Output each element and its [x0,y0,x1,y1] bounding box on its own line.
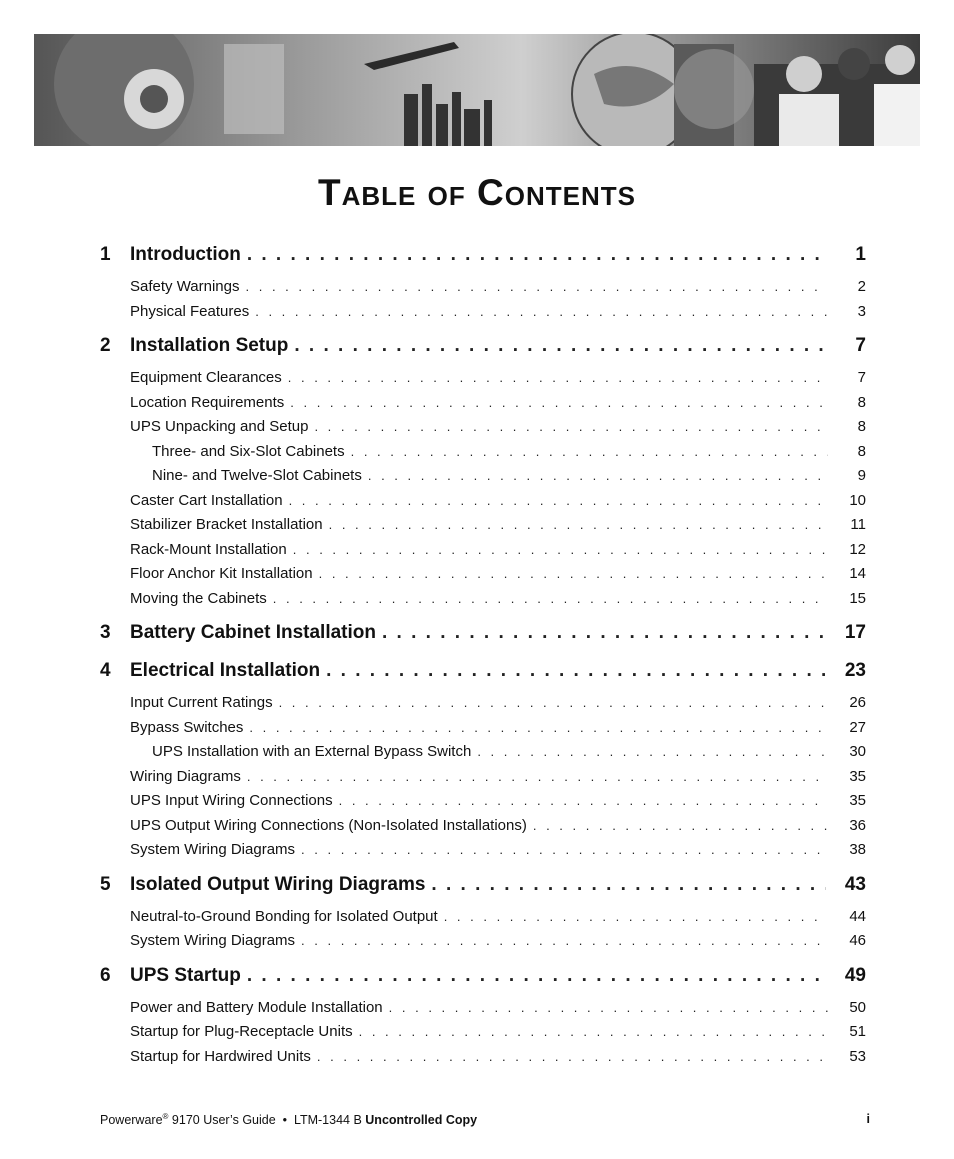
toc-section-entry[interactable] [100,565,866,590]
page-title: Table of Contents [318,172,636,213]
dot-leader [368,468,828,483]
section-page-number: 10 [849,491,866,509]
toc-section-entry[interactable] [100,908,866,933]
toc-chapter-entry[interactable] [100,660,866,690]
dot-leader [273,591,828,606]
chapter-page-number: 1 [855,244,866,265]
page-footer [100,1112,870,1127]
dot-leader [246,279,829,294]
section-page-number: 26 [849,694,866,711]
chapter-page-number: 49 [844,964,866,986]
section-page-number: 15 [849,589,866,607]
section-title: System Wiring Diagrams [130,932,296,949]
dot-leader [293,542,828,557]
dot-leader [247,965,826,987]
section-title: Caster Cart Installation [130,491,283,509]
section-title: Nine- and Twelve-Slot Cabinets [152,467,362,484]
dot-leader [247,769,828,784]
toc-section-entry[interactable] [100,394,866,419]
chapter-page-number: 43 [844,873,866,895]
chapter-title: Isolated Output Wiring Diagrams [130,873,426,895]
section-title: UPS Input Wiring Connections [130,792,333,809]
section-title: Location Requirements [130,393,285,411]
dot-leader [301,933,828,948]
chapter-title: Battery Cabinet Installation [130,622,376,643]
section-title: UPS Installation with an External Bypass Switch [152,743,472,760]
section-title: Wiring Diagrams [130,767,241,785]
toc-section-entry[interactable] [100,492,866,517]
section-page-number: 8 [857,418,866,435]
section-page-number: 44 [849,907,866,925]
section-page-number: 35 [849,792,866,809]
dot-leader [431,874,826,896]
chapter-number: 4 [100,660,111,681]
toc-section-entry[interactable] [100,817,866,842]
section-title: Rack-Mount Installation [130,540,287,558]
dot-leader [317,1049,828,1064]
footer-document-info [100,1112,477,1127]
section-page-number: 7 [857,369,866,386]
section-page-number: 35 [849,767,866,785]
section-page-number: 14 [849,565,866,582]
footer-status: Uncontrolled Copy [365,1113,478,1128]
section-page-number: 51 [849,1023,866,1040]
toc-subsection-entry[interactable] [100,743,866,768]
dot-leader [389,1000,828,1015]
dot-leader [314,419,828,434]
section-page-number: 9 [857,467,866,484]
toc-section-entry[interactable] [100,999,866,1024]
toc-subsection-entry[interactable] [100,467,866,492]
registered-mark: ® [162,1112,169,1121]
section-title: Neutral-to-Ground Bonding for Isolated Output [130,907,438,925]
chapter-number: 5 [100,873,111,895]
section-page-number: 11 [850,516,866,533]
footer-brand: Powerware [100,1113,163,1128]
chapter-page-number: 7 [855,335,866,356]
section-title: Input Current Ratings [130,694,273,711]
section-page-number: 50 [849,998,866,1016]
section-title: Power and Battery Module Installation [130,998,383,1016]
chapter-page-number: 23 [844,660,866,681]
chapter-title: Electrical Installation [130,660,321,681]
section-title: Equipment Clearances [130,369,282,386]
toc-section-entry[interactable] [100,516,866,541]
section-title: Three- and Six-Slot Cabinets [152,442,345,460]
table-of-contents [100,244,866,1072]
toc-section-entry[interactable] [100,541,866,566]
dot-leader [294,335,826,357]
toc-section-entry[interactable] [100,932,866,957]
dot-leader [339,793,828,808]
section-page-number: 30 [849,743,866,760]
chapter-title: Introduction [130,244,241,265]
chapter-title: Installation Setup [130,335,289,356]
dot-leader [247,244,826,266]
toc-section-entry[interactable] [100,694,866,719]
section-title: System Wiring Diagrams [130,841,296,858]
footer-guide: 9170 User’s Guide • LTM-1344 B [168,1113,366,1128]
dot-leader [249,720,828,735]
toc-section-entry[interactable] [100,792,866,817]
section-page-number: 46 [849,932,866,949]
dot-leader [319,566,828,581]
toc-section-entry[interactable] [100,1023,866,1048]
toc-subsection-entry[interactable] [100,443,866,468]
toc-chapter-entry[interactable] [100,244,866,274]
footer-page-number: i [866,1112,870,1126]
section-title: Startup for Plug-Receptacle Units [130,1023,353,1040]
dot-leader [351,444,828,459]
toc-chapter-entry[interactable] [100,874,866,904]
dot-leader [290,395,828,410]
toc-chapter-entry[interactable] [100,335,866,365]
dot-leader [289,493,828,508]
toc-section-entry[interactable] [100,719,866,744]
dot-leader [477,744,828,759]
toc-section-entry[interactable] [100,590,866,615]
section-page-number: 2 [857,278,866,295]
section-page-number: 8 [857,393,866,411]
dot-leader [288,370,828,385]
dot-leader [329,517,828,532]
toc-chapter-entry[interactable] [100,965,866,995]
section-title: Startup for Hardwired Units [130,1047,311,1065]
section-title: Physical Features [130,302,250,320]
section-page-number: 12 [849,540,866,558]
section-title: UPS Unpacking and Setup [130,418,309,435]
toc-section-entry[interactable] [100,768,866,793]
chapter-number: 6 [100,964,111,986]
section-title: Bypass Switches [130,718,244,736]
dot-leader [326,660,826,682]
toc-chapter-entry[interactable] [100,622,866,652]
toc-section-entry[interactable] [100,278,866,303]
section-page-number: 3 [857,302,866,320]
toc-section-entry[interactable] [100,418,866,443]
toc-section-entry[interactable] [100,303,866,328]
dot-leader [359,1024,828,1039]
chapter-number: 1 [100,244,111,265]
section-page-number: 27 [849,718,866,736]
chapter-number: 3 [100,622,111,643]
chapter-page-number: 17 [844,622,866,643]
toc-section-entry[interactable] [100,1048,866,1073]
section-title: Stabilizer Bracket Installation [130,516,323,533]
dot-leader [444,909,828,924]
section-title: Moving the Cabinets [130,589,267,607]
header-banner-image [34,34,920,146]
dot-leader [279,695,828,710]
section-title: Safety Warnings [130,278,240,295]
toc-section-entry[interactable] [100,369,866,394]
section-page-number: 8 [857,442,866,460]
section-page-number: 36 [849,816,866,834]
section-title: UPS Output Wiring Connections (Non-Isolated Installations) [130,816,527,834]
section-title: Floor Anchor Kit Installation [130,565,313,582]
section-page-number: 53 [849,1047,866,1065]
dot-leader [382,622,826,644]
dot-leader [533,818,828,833]
dot-leader [301,842,828,857]
dot-leader [255,304,828,319]
section-page-number: 38 [849,841,866,858]
chapter-title: UPS Startup [130,964,241,986]
toc-section-entry[interactable] [100,841,866,866]
chapter-number: 2 [100,335,111,356]
